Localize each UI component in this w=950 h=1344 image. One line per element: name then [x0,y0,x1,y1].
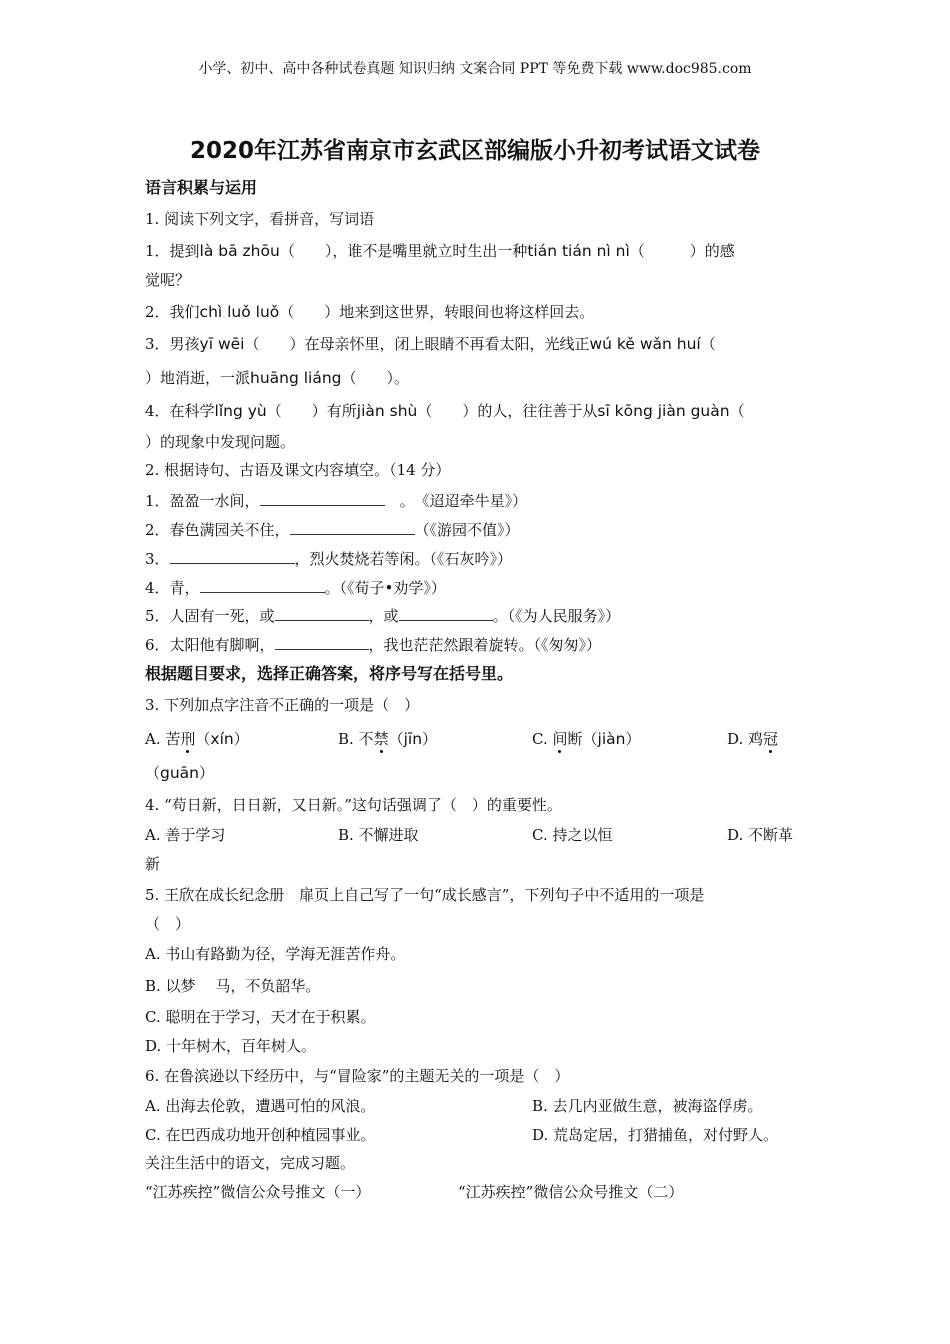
q1-l4a: 4．在科学 [145,402,215,420]
q1-l1b: （ ），谁不是嘴里就立时生出一种 [279,242,528,260]
q3-stem: 3. 下列加点字注音不正确的一项是（ ） [145,696,420,714]
q3-a-text: A. 苦 [145,730,181,748]
q6-option-c[interactable]: C. 在巴西成功地开创种植园事业。 [145,1126,376,1144]
q1-pinyin-6: huāng liáng [250,369,342,387]
q2-line-2 [145,519,520,540]
q2-l5c: 。（《为人民服务》） [492,607,621,625]
section-heading-1: 语言积累与运用 [145,178,258,197]
q3-c-paren-close: ） [625,730,641,748]
answer-blank[interactable] [275,634,369,650]
q3-d-paren: （ [145,764,161,782]
q1-line-2 [145,302,594,322]
q3-c-paren: 断（ [567,730,598,748]
q2-l5b: ，或 [368,607,399,625]
q1-line-1-cont: 觉呢？ [145,271,191,289]
q1-pinyin-7: lǐng yù [214,402,267,420]
q1-line-3-cont [145,368,409,388]
q2-l4a: 4．青， [145,579,200,597]
q2-stem: 2. 根据诗句、古语及课文内容填空。（14 分） [145,461,451,479]
q2-line-6 [145,634,601,655]
q3-d-text: D. 鸡 [727,730,764,748]
q3-d-dotted: 冠 [763,730,779,748]
q1-l3a: 3．男孩 [145,335,200,353]
q1-pinyin-2: tián tián nì nì [527,242,630,260]
q4-option-b[interactable]: B. 不懈进取 [338,826,419,844]
q1-pinyin-4: yī wēi [199,335,245,353]
q2-l1b: 。 《迢迢牵牛星》） [399,492,528,510]
q1-pinyin-1: là bā zhōu [199,242,280,260]
q2-line-4 [145,577,446,598]
q1-l3b: （ ）在母亲怀里，闭上眼睛不再看太阳，光线正 [244,335,590,353]
q5-option-a[interactable]: A. 书山有路勤为径，学海无涯苦作舟。 [145,945,406,963]
q1-l1c: （ ）的感 [629,242,735,260]
q1-l2a: 2．我们 [145,303,200,321]
q6-option-a[interactable]: A. 出海去伦敦，遭遇可怕的风浪。 [145,1097,376,1115]
answer-blank[interactable] [275,605,369,621]
page-title: 2020年江苏省南京市玄武区部编版小升初考试语文试卷 [189,138,760,164]
q3-b-dotted: 禁 [373,730,389,748]
q1-stem: 1. 阅读下列文字，看拼音，写词语 [145,210,375,228]
q2-line-5 [145,605,620,626]
q4-option-d-cont: 新 [145,855,161,873]
q2-l6b: ，我也茫茫然跟着旋转。（《匆匆》） [368,636,602,654]
q1-line-4-cont: ）的现象中发现问题。 [145,433,296,451]
q1-l4d: （ [729,402,745,420]
q2-l3a: 3． [145,550,170,568]
q2-l5a: 5．人固有一死，或 [145,607,275,625]
answer-blank[interactable] [399,605,493,621]
q2-l6a: 6．太阳他有脚啊， [145,636,275,654]
q2-l2a: 2．春色满园关不住， [145,521,290,539]
q3-option-b[interactable] [338,729,437,749]
q4-option-a[interactable]: A. 善于学习 [145,826,226,844]
q1-l3e: （ ）。 [341,369,410,387]
q4-option-c[interactable]: C. 持之以恒 [532,826,613,844]
q2-l2b: （《游园不值》） [414,521,520,539]
q5-option-c[interactable]: C. 聪明在于学习，天才在于积累。 [145,1008,376,1026]
answer-blank[interactable] [170,548,295,564]
q1-l4c: （ ）的人，往往善于从 [417,402,598,420]
q2-line-3 [145,548,512,569]
q6-stem: 6. 在鲁滨逊以下经历中，与“冒险家”的主题无关的一项是（ ） [145,1067,570,1085]
q3-a-paren-close: ） [233,730,249,748]
q1-l1a: 1．提到 [145,242,200,260]
q1-pinyin-9: sī kōng jiàn guàn [597,402,730,420]
answer-blank[interactable] [290,519,415,535]
q3-b-paren-close: ） [422,730,438,748]
q3-c-dotted: 间 [552,730,568,748]
q2-l1a: 1．盈盈一水间， [145,492,260,510]
q5-stem: 5. 王欣在成长纪念册 扉页上自己写了一句“成长感言”，下列句子中不适用的一项是 [145,886,705,904]
q3-option-d-cont [145,763,214,783]
q3-option-d[interactable] [727,729,778,749]
site-header: 小学、初中、高中各种试卷真题 知识归纳 文案合同 PPT 等免费下载 www.doc985.com [198,61,752,77]
q3-b-paren: （ [388,730,404,748]
q1-l3c: （ [700,335,716,353]
q3-c-pinyin: jiàn [597,730,626,748]
q3-d-paren-close: ） [199,764,215,782]
q4-option-d[interactable]: D. 不断革 [727,826,794,844]
q1-pinyin-3: chì luǒ luǒ [199,303,280,321]
q1-l3d: ）地消逝，一派 [145,369,251,387]
q3-option-c[interactable] [532,729,640,749]
q3-option-a[interactable] [145,729,249,749]
q3-d-pinyin: guān [160,764,200,782]
q5-option-b[interactable]: B. 以梦 马，不负韶华。 [145,977,321,995]
answer-blank[interactable] [200,577,325,593]
q3-a-paren: （ [195,730,211,748]
q2-l3b: ，烈火焚烧若等闲。（《石灰吟》） [294,550,513,568]
q7-caption-2: “江苏疾控”微信公众号推文（二） [458,1183,684,1201]
q5-option-d[interactable]: D. 十年树木，百年树人。 [145,1037,317,1055]
q3-c-text: C. [532,730,553,748]
q6-option-d[interactable]: D. 荒岛定居，打猎捕鱼，对付野人。 [532,1126,779,1144]
q4-stem: 4. “苟日新，日日新，又日新。”这句话强调了（ ）的重要性。 [145,796,562,814]
q1-line-1 [145,241,735,261]
q1-line-3 [145,334,716,354]
q3-a-pinyin: xín [210,730,234,748]
q1-pinyin-8: jiàn shù [356,402,418,420]
q3-b-pinyin: jīn [403,730,423,748]
q6-option-b[interactable]: B. 去几内亚做生意，被海盗俘虏。 [532,1097,763,1115]
q1-pinyin-5: wú kě wǎn huí [589,335,701,353]
q2-l4b: 。（《荀子•劝学》） [324,579,446,597]
q3-b-text: B. 不 [338,730,374,748]
q2-line-1 [145,490,527,511]
q7-intro: 关注生活中的语文，完成习题。 [145,1154,356,1172]
q1-l4b: （ ）有所 [266,402,357,420]
answer-blank[interactable] [260,490,385,506]
q1-line-4 [145,401,745,421]
q1-l2b: （ ）地来到这世界，转眼间也将这样回去。 [279,303,595,321]
q5-stem-cont: （ ） [145,915,191,933]
section-heading-2: 根据题目要求，选择正确答案，将序号写在括号里。 [145,664,514,683]
q3-a-dotted: 刑 [180,730,196,748]
q7-caption-1: “江苏疾控”微信公众号推文（一） [145,1183,371,1201]
